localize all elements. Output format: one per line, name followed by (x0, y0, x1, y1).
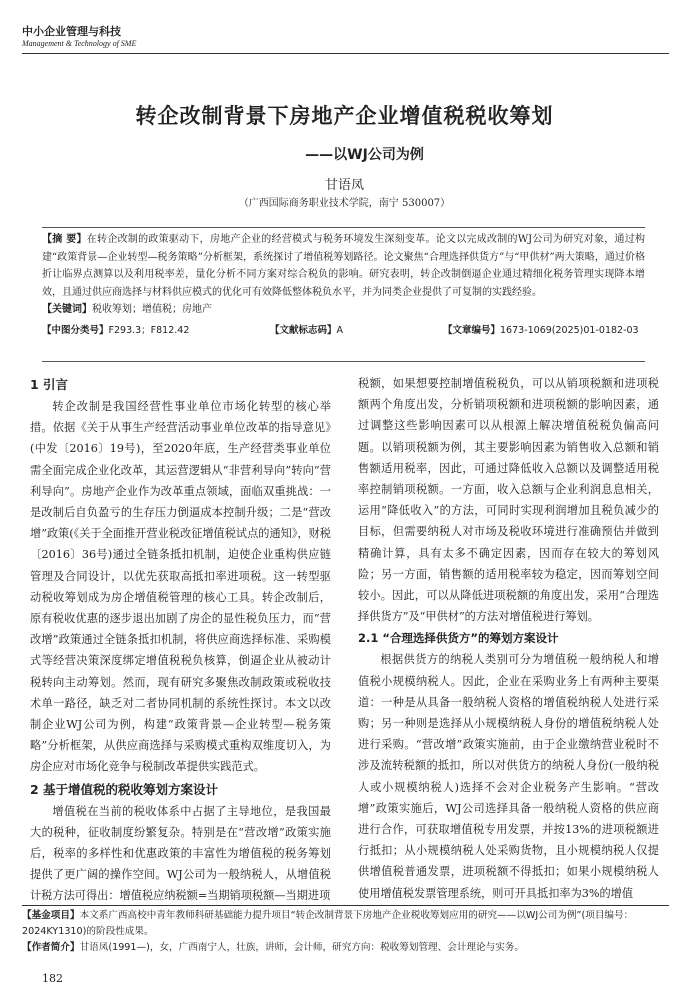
left-column (30, 373, 331, 907)
journal-header (22, 25, 162, 49)
paper-title: 转企改制背景下房地产企业增值税税收筹划 (135, 104, 554, 128)
journal-name-cn: 中小企业管理与科技 (22, 25, 121, 38)
section-heading-design: 2 基于增值税的税收筹划方案设计 (30, 781, 219, 797)
footnote-divider (22, 905, 669, 906)
abstract (42, 231, 645, 301)
header-divider (22, 53, 669, 54)
right-column (358, 373, 659, 904)
fund-text: 本文系广西高校中青年教师科研基础能力提升项目“转企改制背景下房地产企业税收筹划应用的研究——以WJ公司为例”(项目编号：2024KY1310)的阶段性成果。 (22, 910, 634, 937)
article-number-value: 1673-1069(2025)01-0182-03 (500, 325, 639, 337)
clc-number (42, 322, 270, 336)
continued-paragraph: 税额，如果想要控制增值税税负，可以从销项税额和进项税额两个角度出发，分析销项税额和进项税额的影响因素，通过调整这些影响因素可以从根源上解决增值税税负偏高问题。以销项税额为例，其主要影响因素为销售收入总额和销售额适用税率，因此，可通过降低收入总额以及调整适用税率控制销项税额。一方面，收入总额与企业利润息息相关，运用“降低收入”的方法，可同时实现利润增加且税负减少的目标，但需要纳税人对市场及税收环境进行准确预估并做到精确计算，具有太多不确定因素，因而存在较大的筹划风险；另一方面，销售额的适用税率较为稳定，因而筹划空间较小。因此，可以从降低进项税额的角度出发，采用“合理选择供货方”及“甲供材”的方法对增值税进行筹划。 (358, 377, 659, 624)
design-paragraph: 增值税在当前的税收体系中占据了主导地位，是我国最大的税种，征收制度纷繁复杂。特别是在“营改增”政策实施后，税率的多样性和优惠政策的丰富性为增值税的税务筹划提供了更广阔的操作空间。WJ公司为一般纳税人，从增值税计税方法可得出：增值税应纳税额=当期销项税额—当期进项 (30, 804, 331, 903)
fund-note (22, 908, 669, 940)
intro-paragraph: 转企改制是我国经营性事业单位市场化转型的核心举措。依据《关于从事生产经营活动事业单位改革的指导意见》(中发〔2016〕19号)，至2020年底，生产经营类事业单位需全面完成企业化改革，其运营逻辑从“非营利导向”转向“营利导向”。房地产企业作为改革重点领域，面临双重挑战：一是改制后自负盈亏的生存压力倒逼成本控制升级；二是“营改增”政策(《关于全面推开营业税改征增值税试点的通知》，财税〔2016〕36号)通过全链条抵扣机制，迫使企业重构供应链管理及合同设计，以优先获取高抵扣率进项税。这一转型驱动税收筹划成为房企增值税管理的核心工具。转企改制后，原有税收优惠的逐步退出加剧了房企的显性税负压力，而“营改增”政策通过全链条抵扣机制，将供应商选择标准、采购模式等经营决策深度绑定增值税税负核算，倒逼企业从被动计税转向主动筹划。然而，现有研究多聚焦改制政策或税收技术单一路径，缺乏对二者协同机制的系统性探讨。本文以改制企业WJ公司为例，构建“政策背景—企业转型—税务策略”分析框架，从供应商选择与采购模式重构双维度切入，为房企应对市场化竞争与税制改革提供实践范式。 (30, 400, 331, 774)
doc-code-value: A (336, 325, 344, 337)
author-bio-label: 【作者简介】 (22, 942, 80, 953)
author-affiliation: （广西国际商务职业技术学院，南宁 530007） (238, 198, 451, 209)
classification-row (42, 322, 645, 336)
clc-value: F293.3；F812.42 (108, 325, 190, 337)
article-number-label: 【文章编号】 (443, 325, 501, 337)
clc-label: 【中图分类号】 (42, 325, 109, 337)
paper-subtitle: ——以WJ公司为例 (305, 147, 424, 163)
fund-label: 【基金项目】 (22, 910, 80, 921)
author-bio-text: 甘语凤(1991—)，女，广西南宁人，壮族，讲师，会计师，研究方向：税收筹划管理、会计理论与实务。 (79, 942, 524, 953)
article-number (443, 322, 639, 336)
keywords (42, 301, 645, 318)
keywords-text: 税收筹划；增值税；房地产 (92, 304, 212, 316)
journal-name-en: Management & Technology of SME (22, 39, 137, 48)
footnotes (22, 908, 669, 956)
abstract-block (42, 227, 645, 362)
document-code (270, 322, 443, 336)
keywords-label: 【关键词】 (42, 304, 92, 316)
section-heading-intro: 1 引言 (30, 377, 69, 392)
author-note (22, 940, 669, 956)
supplier-paragraph: 根据供货方的纳税人类别可分为增值税一般纳税人和增值税小规模纳税人。因此，企业在采购业务上有两种主要渠道：一种是从具备一般纳税人资格的增值税纳税人处进行采购；另一种则是选择从小规模纳税人身份的增值税纳税人处进行采购。“营改增”政策实施前，由于企业缴纳营业税时不涉及流转税额的抵扣，所以对供货方的纳税人身份(一般纳税人或小规模纳税人)选择不会对企业税务产生影响。“营改增”政策实施后，WJ公司选择具备一般纳税人资格的供应商进行合作，可获取增值税专用发票，并按13%的进项税额进行抵扣；从小规模纳税人处采购货物，且小规模纳税人仅提供增值税普通发票，进项税额不得抵扣；如果小规模纳税人使用增值税发票管理系统，则可开具抵扣率为3%的增值 (358, 653, 659, 900)
page-number: 182 (42, 972, 63, 985)
doc-code-label: 【文献标志码】 (270, 325, 337, 337)
author-name: 甘语凤 (324, 178, 364, 193)
abstract-label: 【摘 要】 (42, 234, 87, 245)
subsection-heading-supplier: 2.1 “合理选择供货方”的筹划方案设计 (358, 631, 559, 646)
abstract-text: 在转企改制的政策驱动下，房地产企业的经营模式与税务环境发生深刻变革。论文以完成改制的WJ公司为研究对象，通过构建“政策背景—企业转型—税务策略”分析框架，系统探讨了增值税筹划路径。论文聚焦“合理选择供货方”与“甲供材”两大策略，通过价格折让临界点测算以及利用税率差，量化分析不同方案对综合税负的影响。研究表明，转企改制倒逼企业通过精细化税务管理实现降本增效，且通过供应商选择与材料供应模式的优化可有效降低整体税负水平，并为同类企业提供了可复制的实践经验。 (42, 234, 645, 298)
